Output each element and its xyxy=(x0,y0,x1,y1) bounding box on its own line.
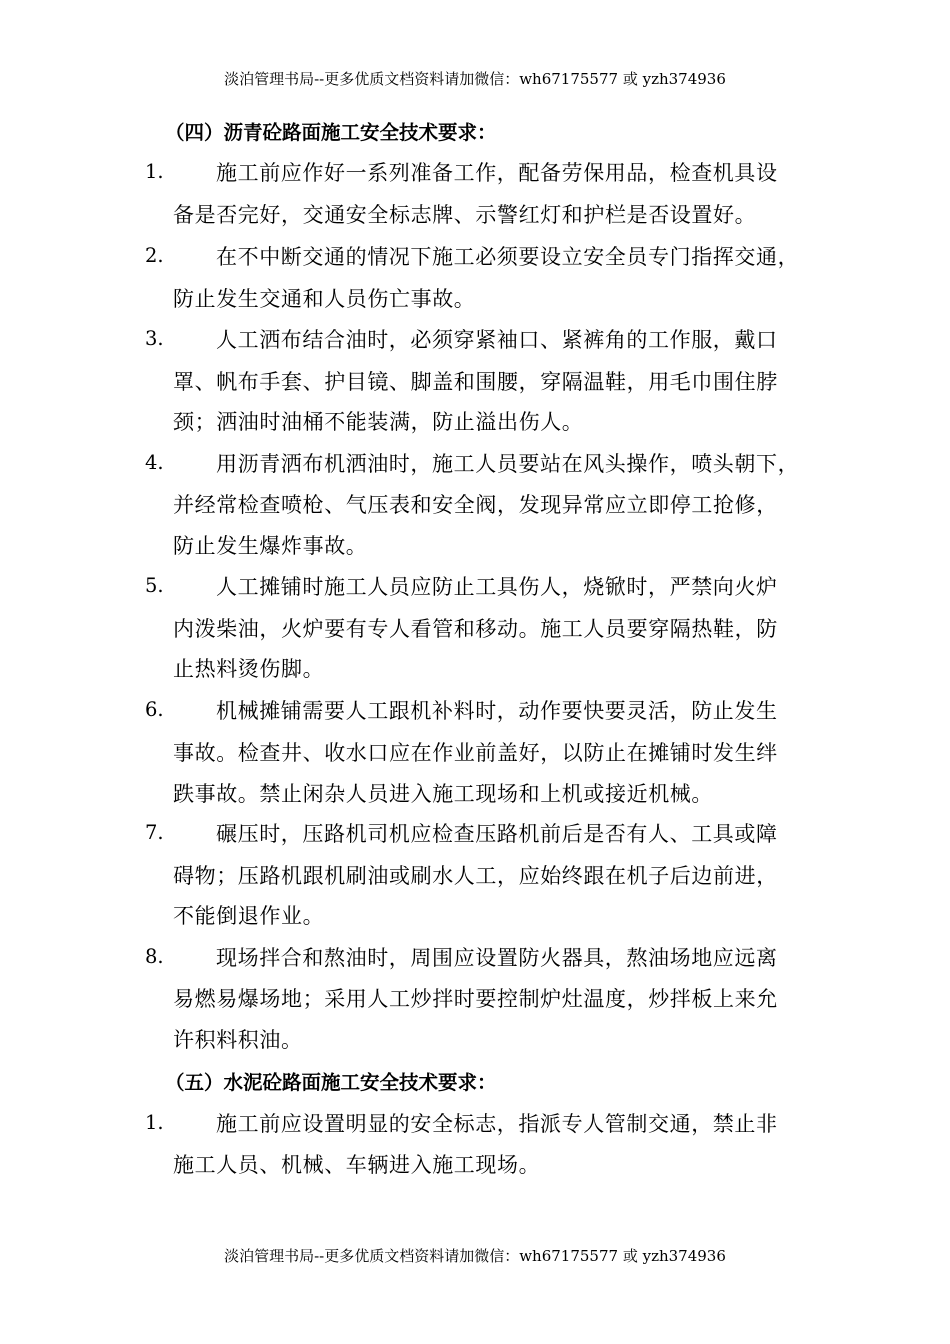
item-text-line: 碾压时，压路机司机应检查压路机前后是否有人、工具或障 xyxy=(216,822,778,846)
item-number: 2. xyxy=(145,244,164,267)
section-heading: （四）沥青砼路面施工安全技术要求： xyxy=(165,121,497,144)
item-text-line: 易燃易爆场地；采用人工炒拌时要控制炉灶温度，炒拌板上来允 xyxy=(173,987,778,1011)
page-header: 淡泊管理书局--更多优质文档资料请加微信：wh67175577 或 yzh374936 xyxy=(224,70,726,88)
item-text-line: 防止发生爆炸事故。 xyxy=(173,534,368,558)
item-text-line: 许积料积油。 xyxy=(173,1028,303,1052)
item-text-line: 事故。检查井、收水口应在作业前盖好，以防止在摊铺时发生绊 xyxy=(173,741,778,765)
item-text-line: 施工人员、机械、车辆进入施工现场。 xyxy=(173,1153,541,1177)
item-text-line: 施工前应设置明显的安全标志，指派专人管制交通，禁止非 xyxy=(216,1112,778,1136)
item-text-line: 人工洒布结合油时，必须穿紧袖口、紧裤角的工作服，戴口 xyxy=(216,328,778,352)
item-text-line: 在不中断交通的情况下施工必须要设立安全员专门指挥交通， xyxy=(216,245,800,269)
item-text-line: 内泼柴油，火炉要有专人看管和移动。施工人员要穿隔热鞋，防 xyxy=(173,617,778,641)
item-text-line: 不能倒退作业。 xyxy=(173,904,325,928)
item-text-line: 施工前应作好一系列准备工作，配备劳保用品，检查机具设 xyxy=(216,161,778,185)
item-text-line: 罩、帆布手套、护目镜、脚盖和围腰，穿隔温鞋，用毛巾围住脖 xyxy=(173,370,778,394)
item-text-line: 并经常检查喷枪、气压表和安全阀，发现异常应立即停工抢修， xyxy=(173,493,778,517)
item-number: 8. xyxy=(145,945,164,968)
item-number: 1. xyxy=(145,1111,164,1134)
item-text-line: 备是否完好，交通安全标志牌、示警红灯和护栏是否设置好。 xyxy=(173,203,757,227)
item-text-line: 跌事故。禁止闲杂人员进入施工现场和上机或接近机械。 xyxy=(173,782,713,806)
item-number: 4. xyxy=(145,451,164,474)
item-text-line: 用沥青洒布机洒油时，施工人员要站在风头操作，喷头朝下， xyxy=(216,452,800,476)
section-heading: （五）水泥砼路面施工安全技术要求： xyxy=(165,1071,497,1094)
item-text-line: 防止发生交通和人员伤亡事故。 xyxy=(173,287,476,311)
item-text-line: 现场拌合和熬油时，周围应设置防火器具，熬油场地应远离 xyxy=(216,946,778,970)
item-text-line: 碍物；压路机跟机刷油或刷水人工，应始终跟在机子后边前进， xyxy=(173,864,778,888)
item-text-line: 颈；洒油时油桶不能装满，防止溢出伤人。 xyxy=(173,410,584,434)
item-number: 7. xyxy=(145,821,164,844)
item-number: 1. xyxy=(145,160,164,183)
item-text-line: 止热料烫伤脚。 xyxy=(173,657,325,681)
item-number: 3. xyxy=(145,327,164,350)
item-number: 5. xyxy=(145,574,164,597)
page-footer: 淡泊管理书局--更多优质文档资料请加微信：wh67175577 或 yzh374936 xyxy=(224,1247,726,1265)
item-text-line: 机械摊铺需要人工跟机补料时，动作要快要灵活，防止发生 xyxy=(216,699,778,723)
item-number: 6. xyxy=(145,698,164,721)
item-text-line: 人工摊铺时施工人员应防止工具伤人，烧锨时，严禁向火炉 xyxy=(216,575,778,599)
